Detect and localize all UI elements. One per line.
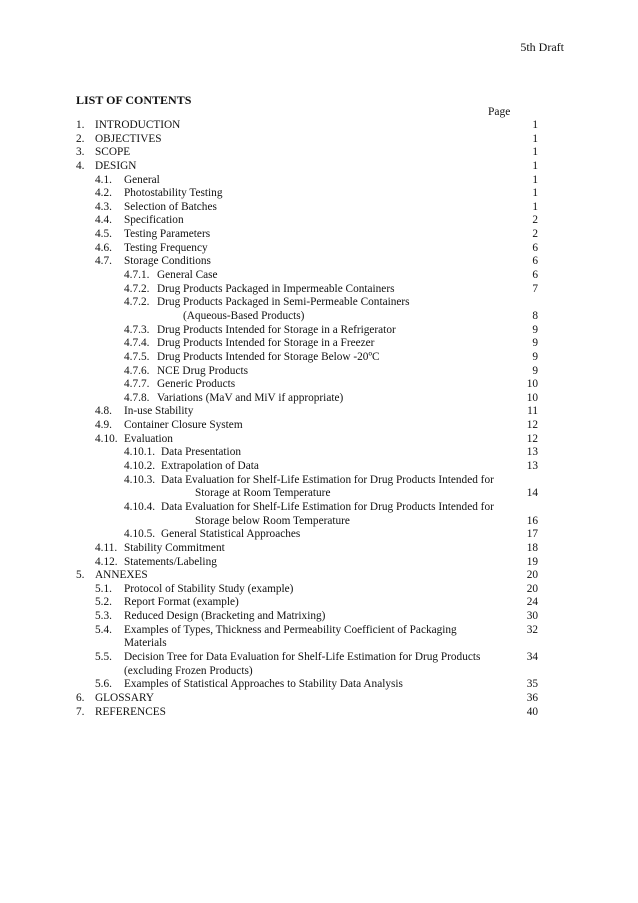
toc-entry-number: 5.2.: [95, 596, 112, 609]
toc-entry-title: [95, 133, 162, 147]
toc-entry-title-line: Testing Parameters: [124, 228, 211, 241]
toc-entry-title: [161, 460, 259, 474]
toc-entry-title-line: Examples of Types, Thickness and Permeability Coefficient of Packaging: [124, 623, 457, 636]
toc-entry: [76, 624, 538, 651]
toc-entry-title-line: Extrapolation of Data: [161, 460, 259, 473]
toc-entry-page: 2: [532, 214, 538, 227]
toc-entry-number: 7.: [76, 705, 85, 718]
toc-entry-title: [124, 405, 193, 419]
toc-entry-page: 1: [532, 173, 538, 186]
toc-entry-title: [124, 201, 217, 215]
toc-entry-number: 5.: [76, 569, 85, 582]
toc-entry-page: 20: [526, 569, 538, 582]
toc-entry-page: 36: [526, 691, 538, 704]
toc-entry-page: 1: [532, 200, 538, 213]
toc-entry: [76, 610, 538, 624]
toc-entry-title-line: Reduced Design (Bracketing and Matrixing): [124, 610, 326, 623]
toc-entry: [76, 187, 538, 201]
toc-entry-title-continuation: Materials: [124, 637, 167, 650]
toc-entry-number: 4.7.3.: [124, 323, 150, 336]
toc-entry: [76, 392, 538, 406]
toc-entry-number: 4.7.: [95, 255, 112, 268]
toc-list: [76, 119, 538, 719]
toc-entry-title: [95, 692, 154, 706]
toc-entry-title-line: General: [124, 173, 160, 186]
toc-entry-page: 6: [532, 241, 538, 254]
toc-entry-page: 13: [526, 446, 538, 459]
toc-entry-number: 5.4.: [95, 623, 112, 636]
toc-entry: [76, 228, 538, 242]
toc-entry-page: 35: [526, 678, 538, 691]
toc-entry-page: 11: [527, 405, 538, 418]
toc-entry-number: 3.: [76, 146, 85, 159]
toc-entry-page: 14: [526, 487, 538, 500]
toc-entry-title: [124, 651, 480, 678]
toc-entry-title-line: DESIGN: [95, 159, 137, 172]
toc-entry-page: 20: [526, 582, 538, 595]
toc-entry-title-line: ANNEXES: [95, 569, 148, 582]
toc-entry: [76, 378, 538, 392]
toc-entry-page: 30: [526, 610, 538, 623]
toc-entry: [76, 569, 538, 583]
toc-entry-page: 10: [526, 391, 538, 404]
toc-entry-title: [124, 255, 211, 269]
toc-entry-title-line: In-use Stability: [124, 405, 194, 418]
toc-entry-number: 5.1.: [95, 582, 112, 595]
toc-entry-title: [95, 706, 166, 720]
toc-entry-title: [124, 228, 210, 242]
toc-entry: [76, 446, 538, 460]
toc-entry-number: 4.6.: [95, 241, 112, 254]
toc-entry-title: [124, 433, 173, 447]
toc-entry-title: [95, 569, 148, 583]
toc-entry-title-line: Variations (MaV and MiV if appropriate): [157, 391, 344, 404]
toc-entry-number: 4.10.2.: [124, 460, 156, 473]
toc-entry-title-line: Data Evaluation for Shelf-Life Estimation for Drug Products Intended for: [161, 473, 494, 486]
toc-entry-page: 1: [532, 187, 538, 200]
toc-entry-title-line: General Statistical Approaches: [161, 528, 301, 541]
toc-entry: [76, 365, 538, 379]
toc-entry-number: 4.7.7.: [124, 378, 150, 391]
toc-entry-page: 8: [532, 309, 538, 322]
toc-entry: [76, 269, 538, 283]
toc-entry-title-continuation: (Aqueous-Based Products): [183, 309, 305, 322]
toc-entry: [76, 583, 538, 597]
toc-entry-page: 1: [532, 159, 538, 172]
toc-entry-page: 1: [532, 118, 538, 131]
toc-entry-title-line: OBJECTIVES: [95, 132, 162, 145]
toc-entry-number: 4.10.3.: [124, 473, 156, 486]
toc-entry-page: 12: [526, 432, 538, 445]
draft-label: 5th Draft: [520, 40, 564, 54]
toc-entry: [76, 433, 538, 447]
toc-entry-page: 9: [532, 323, 538, 336]
toc-entry-title-line: Drug Products Intended for Storage Below -20ºC: [157, 350, 380, 363]
toc-entry-title: [161, 474, 494, 501]
toc-entry-title: [157, 337, 374, 351]
toc-entry: [76, 542, 538, 556]
toc-entry-page: 18: [526, 541, 538, 554]
toc-entry-page: 9: [532, 364, 538, 377]
toc-entry-title: [157, 283, 394, 297]
toc-entry-title: [124, 583, 293, 597]
toc-entry-title: [157, 392, 343, 406]
toc-entry-page: 12: [526, 419, 538, 432]
toc-entry-title-line: Data Evaluation for Shelf-Life Estimation for Drug Products Intended for: [161, 500, 494, 513]
toc-entry: [76, 692, 538, 706]
toc-entry-number: 4.7.8.: [124, 391, 150, 404]
toc-entry-number: 5.5.: [95, 651, 112, 664]
toc-entry-title-line: NCE Drug Products: [157, 364, 248, 377]
toc-entry-title-continuation: (excluding Frozen Products): [124, 664, 253, 677]
toc-entry-title-line: SCOPE: [95, 146, 131, 159]
toc-entry-number: 4.8.: [95, 405, 112, 418]
toc-entry: [76, 351, 538, 365]
toc-entry-number: 4.3.: [95, 200, 112, 213]
toc-entry: [76, 678, 538, 692]
toc-entry-number: 4.7.4.: [124, 337, 150, 350]
toc-entry-number: 5.6.: [95, 678, 112, 691]
toc-entry: [76, 460, 538, 474]
toc-entry-page: 9: [532, 337, 538, 350]
toc-entry-number: 4.7.2.: [124, 296, 150, 309]
toc-entry: [76, 283, 538, 297]
toc-entry-title-line: Stability Commitment: [124, 541, 225, 554]
toc-entry-title: [157, 324, 396, 338]
toc-entry-title-line: Report Format (example): [124, 596, 239, 609]
toc-entry: [76, 174, 538, 188]
toc-entry-title-line: Evaluation: [124, 432, 173, 445]
toc-entry-title: [161, 446, 241, 460]
toc-entry-title-line: Container Closure System: [124, 419, 243, 432]
toc-entry: [76, 242, 538, 256]
toc-title: LIST OF CONTENTS: [76, 93, 192, 107]
toc-entry-title: [161, 501, 494, 528]
toc-entry-page: 19: [526, 555, 538, 568]
toc-entry-title: [157, 378, 235, 392]
toc-entry: [76, 337, 538, 351]
toc-entry-title-line: GLOSSARY: [95, 691, 155, 704]
toc-entry-title: [157, 351, 380, 365]
toc-entry-title-line: Drug Products Packaged in Semi-Permeable Containers: [157, 296, 410, 309]
toc-entry: [76, 419, 538, 433]
toc-entry-page: 16: [526, 514, 538, 527]
toc-entry-number: 4.11.: [95, 541, 118, 554]
toc-entry: [76, 119, 538, 133]
toc-entry-page: 6: [532, 269, 538, 282]
toc-entry-title: [124, 214, 184, 228]
toc-entry: [76, 651, 538, 678]
toc-entry-title: [157, 365, 248, 379]
toc-entry-number: 4.7.6.: [124, 364, 150, 377]
toc-entry-page: 1: [532, 132, 538, 145]
toc-entry-number: 4.7.5.: [124, 350, 150, 363]
toc-entry-page: 9: [532, 350, 538, 363]
toc-entry-title: [124, 542, 225, 556]
toc-entry-number: 4.12.: [95, 555, 118, 568]
toc-entry-title-line: Drug Products Intended for Storage in a Refrigerator: [157, 323, 396, 336]
toc-entry-page: 13: [526, 460, 538, 473]
toc-entry-title-line: Testing Frequency: [124, 241, 208, 254]
toc-entry-title: [161, 528, 300, 542]
toc-entry-title: [95, 119, 180, 133]
toc-entry-page: 2: [532, 228, 538, 241]
toc-entry-title-line: Data Presentation: [161, 446, 241, 459]
toc-entry-page: 17: [526, 528, 538, 541]
toc-entry: [76, 405, 538, 419]
toc-entry-title: [124, 624, 457, 651]
toc-entry-number: 4.1.: [95, 173, 112, 186]
toc-entry-title-line: REFERENCES: [95, 705, 166, 718]
toc-entry-title: [95, 160, 136, 174]
toc-entry: [76, 528, 538, 542]
toc-entry: [76, 146, 538, 160]
toc-entry-title-line: Drug Products Packaged in Impermeable Containers: [157, 282, 395, 295]
toc-entry-number: 4.: [76, 159, 85, 172]
toc-entry: [76, 160, 538, 174]
toc-entry-title: [124, 596, 239, 610]
toc-entry-title: [157, 269, 218, 283]
toc-entry: [76, 556, 538, 570]
toc-entry-title-line: General Case: [157, 269, 218, 282]
toc-entry-title-line: Photostability Testing: [124, 187, 223, 200]
toc-entry-number: 4.2.: [95, 187, 112, 200]
toc-entry-page: 10: [526, 378, 538, 391]
toc-entry-title-continuation: Storage below Room Temperature: [195, 514, 350, 527]
toc-entry-number: 4.4.: [95, 214, 112, 227]
toc-entry: [76, 255, 538, 269]
toc-entry-title-line: Storage Conditions: [124, 255, 211, 268]
toc-entry-title: [124, 610, 325, 624]
toc-entry-title: [157, 296, 410, 323]
toc-entry-title: [124, 556, 217, 570]
toc-entry-title: [124, 678, 403, 692]
toc-entry-page: 6: [532, 255, 538, 268]
toc-entry: [76, 474, 538, 501]
toc-entry-page: 7: [532, 282, 538, 295]
toc-entry: [76, 324, 538, 338]
toc-entry: [76, 133, 538, 147]
toc-entry-title-line: Decision Tree for Data Evaluation for Shelf-Life Estimation for Drug Products: [124, 651, 481, 664]
toc-entry-title: [124, 419, 243, 433]
toc-entry-number: 6.: [76, 691, 85, 704]
toc-entry-number: 4.7.1.: [124, 269, 150, 282]
toc-entry: [76, 706, 538, 720]
toc-entry-title-line: INTRODUCTION: [95, 119, 181, 131]
toc-entry: [76, 201, 538, 215]
toc-entry-number: 4.10.4.: [124, 500, 156, 513]
toc-entry-title-line: Selection of Batches: [124, 200, 217, 213]
toc-entry-title-line: Generic Products: [157, 378, 236, 391]
toc-entry-title: [124, 242, 208, 256]
toc-entry-page: 34: [526, 651, 538, 664]
toc-entry-title-line: Drug Products Intended for Storage in a Freezer: [157, 337, 375, 350]
toc-entry-title-line: Examples of Statistical Approaches to Stability Data Analysis: [124, 678, 403, 691]
toc-entry-title: [124, 174, 160, 188]
toc-entry-page: 32: [526, 623, 538, 636]
toc-entry-title-line: Specification: [124, 214, 184, 227]
toc-entry-number: 4.5.: [95, 228, 112, 241]
toc-entry-title: [124, 187, 222, 201]
page-column-header: Page: [488, 106, 511, 118]
toc-entry-number: 5.3.: [95, 610, 112, 623]
toc-entry-number: 2.: [76, 132, 85, 145]
toc-entry-title-line: Protocol of Stability Study (example): [124, 582, 294, 595]
toc-entry-number: 4.10.: [95, 432, 118, 445]
toc-entry: [76, 214, 538, 228]
toc-entry-title: [95, 146, 130, 160]
toc-entry: [76, 501, 538, 528]
toc-entry: [76, 596, 538, 610]
toc-entry-number: 4.9.: [95, 419, 112, 432]
toc-entry-page: 1: [532, 146, 538, 159]
toc-entry-page: 24: [526, 596, 538, 609]
toc-entry: [76, 296, 538, 323]
toc-entry-number: 1.: [76, 119, 85, 131]
toc-entry-title-continuation: Storage at Room Temperature: [195, 487, 331, 500]
toc-entry-number: 4.10.1.: [124, 446, 156, 459]
toc-entry-number: 4.10.5.: [124, 528, 156, 541]
toc-entry-page: 40: [526, 705, 538, 718]
toc-entry-number: 4.7.2.: [124, 282, 150, 295]
toc-entry-title-line: Statements/Labeling: [124, 555, 217, 568]
